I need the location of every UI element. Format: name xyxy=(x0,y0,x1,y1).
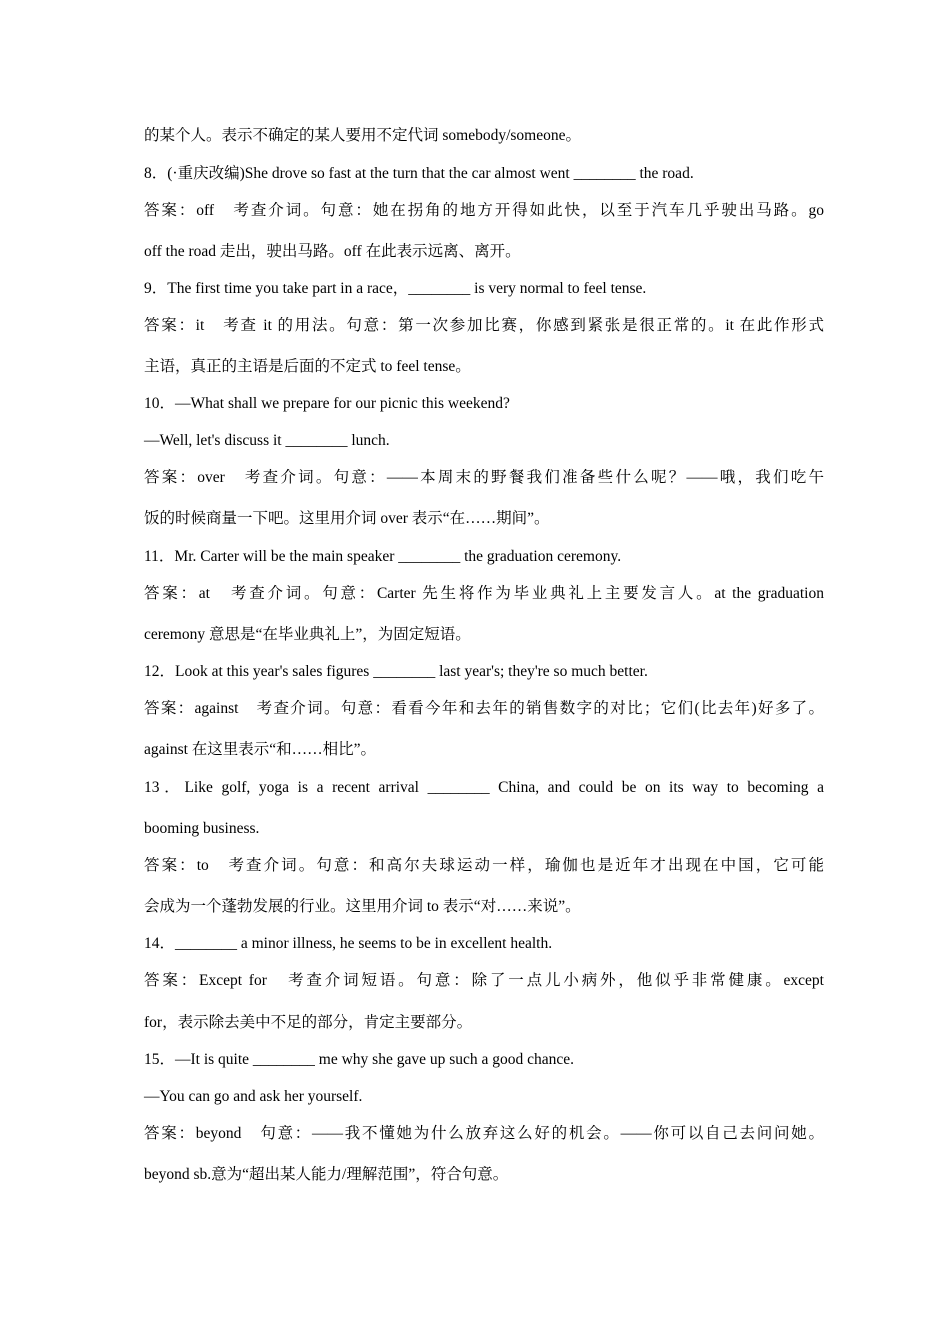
text-line: ceremony 意思是“在毕业典礼上”，为固定短语。 xyxy=(144,626,471,643)
text-line: for，表示除去美中不足的部分，肯定主要部分。 xyxy=(144,1014,473,1031)
text-line: beyond sb.意为“超出某人能力/理解范围”，符合句意。 xyxy=(144,1166,509,1183)
text-line: 会成为一个蓬勃发展的行业。这里用介词 to 表示“对……来说”。 xyxy=(144,898,581,915)
question-13: 13．Like golf, yoga is a recent arrival ________ China, and could be on its way to becoming a xyxy=(144,779,824,796)
question-12: 12．Look at this year's sales figures ________ last year's; they're so much better. xyxy=(144,663,648,680)
answer-10: 答案：over 考查介词。句意：——本周末的野餐我们准备些什么呢？——哦，我们吃午 xyxy=(144,469,824,486)
text-line: 饭的时候商量一下吧。这里用介词 over 表示“在……期间”。 xyxy=(144,510,550,527)
text-line: off the road 走出，驶出马路。off 在此表示远离、离开。 xyxy=(144,243,521,260)
text-line: —You can go and ask her yourself. xyxy=(144,1088,363,1105)
question-10: 10．—What shall we prepare for our picnic this weekend? xyxy=(144,395,510,412)
answer-15: 答案：beyond 句意：——我不懂她为什么放弃这么好的机会。——你可以自己去问问她。 xyxy=(144,1125,824,1142)
answer-11: 答案：at 考查介词。句意：Carter 先生将作为毕业典礼上主要发言人。at the graduation xyxy=(144,585,824,602)
question-14: 14．________ a minor illness, he seems to be in excellent health. xyxy=(144,935,553,952)
text-line: —Well, let's discuss it ________ lunch. xyxy=(144,432,390,449)
question-9: 9．The first time you take part in a race，________ is very normal to feel tense. xyxy=(144,280,647,297)
question-8: 8．(·重庆改编)She drove so fast at the turn that the car almost went ________ the road. xyxy=(144,165,694,182)
answer-12: 答案：against 考查介词。句意：看看今年和去年的销售数字的对比；它们(比去年)好多了。 xyxy=(144,700,824,717)
text-line: 的某个人。表示不确定的某人要用不定代词 somebody/someone。 xyxy=(144,127,581,144)
question-11: 11．Mr. Carter will be the main speaker ________ the graduation ceremony. xyxy=(144,548,622,565)
answer-13: 答案：to 考查介词。句意：和高尔夫球运动一样，瑜伽也是近年才出现在中国，它可能 xyxy=(144,857,824,874)
question-15: 15．—It is quite ________ me why she gave up such a good chance. xyxy=(144,1051,575,1068)
answer-14: 答案：Except for 考查介词短语。句意：除了一点儿小病外，他似乎非常健康。except xyxy=(144,972,824,989)
answer-9: 答案：it 考查 it 的用法。句意：第一次参加比赛，你感到紧张是很正常的。it 在此作形式 xyxy=(144,317,824,334)
answer-8: 答案：off 考查介词。句意：她在拐角的地方开得如此快，以至于汽车几乎驶出马路。go xyxy=(144,202,824,219)
text-line: booming business. xyxy=(144,820,260,837)
text-line: against 在这里表示“和……相比”。 xyxy=(144,741,377,758)
text-line: 主语，真正的主语是后面的不定式 to feel tense。 xyxy=(144,358,471,375)
